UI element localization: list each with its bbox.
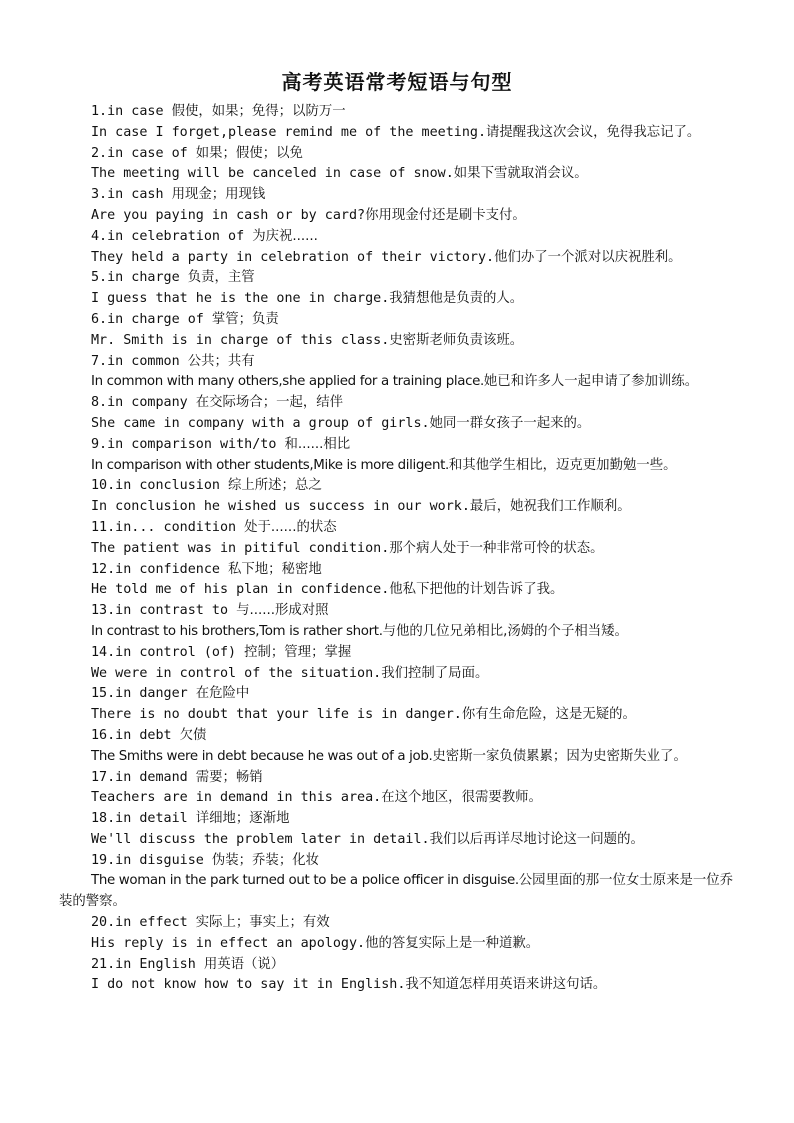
- phrase-line: [59, 310, 739, 331]
- example-english: In conclusion he wished us success in our work.: [91, 499, 470, 515]
- example-sentence: [59, 497, 739, 518]
- page-title: 高考英语常考短语与句型: [281, 70, 513, 94]
- phrase-line: [59, 809, 739, 830]
- phrase-line: [59, 435, 739, 456]
- example-english: The patient was in pitiful condition.: [91, 540, 390, 556]
- phrase-entry: [59, 393, 739, 435]
- phrase-term: 14.in control (of): [91, 644, 237, 660]
- example-chinese: 我猜想他是负责的人。: [389, 291, 524, 307]
- phrase-entry: [59, 352, 739, 394]
- example-chinese: 她同一群女孩子一起来的。: [429, 415, 591, 431]
- example-sentence: [59, 372, 739, 393]
- phrase-term: 1.in case: [91, 104, 164, 119]
- example-chinese: 我不知道怎样用英语来讲这句话。: [405, 977, 607, 993]
- phrase-meaning: 为庆祝......: [252, 228, 318, 244]
- phrase-term: 4.in celebration of: [91, 228, 245, 244]
- phrase-line: [59, 643, 739, 664]
- example-sentence: [59, 934, 739, 955]
- example-english: In contrast to his brothers,Tom is rather short.: [91, 623, 383, 639]
- phrase-entry: [59, 809, 739, 851]
- example-chinese: 最后，她祝我们工作顺利。: [469, 499, 631, 515]
- example-chinese: 史密斯老师负责该班。: [389, 332, 524, 348]
- example-english: Teachers are in demand in this area.: [91, 790, 382, 806]
- example-english: In common with many others,she applied for a training place.: [91, 374, 484, 390]
- phrase-term: 20.in effect: [91, 915, 188, 931]
- example-english: His reply is in effect an apology.: [91, 935, 366, 951]
- phrase-meaning: 假使，如果；免得；以防万一: [171, 104, 346, 119]
- phrase-line: [59, 560, 739, 581]
- example-sentence: [59, 331, 739, 352]
- example-sentence: [59, 664, 739, 685]
- phrase-line: [59, 684, 739, 705]
- example-english: The Smiths were in debt because he was out of a job.: [91, 748, 433, 764]
- phrase-meaning: 与......形成对照: [236, 603, 329, 619]
- phrase-line: [59, 144, 739, 165]
- example-english: The meeting will be canceled in case of snow.: [91, 166, 454, 182]
- phrase-line: [59, 601, 739, 622]
- phrase-meaning: 欠债: [179, 727, 207, 743]
- phrase-entry: [59, 227, 739, 269]
- phrase-entry: [59, 102, 739, 144]
- phrase-entry: [59, 560, 739, 602]
- phrase-line: [59, 518, 739, 539]
- example-english: In comparison with other students,Mike is more diligent.: [91, 457, 449, 473]
- example-chinese: 史密斯一家负债累累；因为史密斯失业了。: [432, 748, 687, 764]
- example-chinese: 和其他学生相比，迈克更加勤勉一些。: [448, 457, 677, 473]
- phrase-meaning: 详细地；逐渐地: [195, 811, 290, 827]
- example-chinese: 他们办了一个派对以庆祝胜利。: [494, 249, 682, 265]
- phrase-term: 6.in charge of: [91, 311, 204, 327]
- phrase-entry: [59, 310, 739, 352]
- phrase-term: 9.in comparison with/to: [91, 436, 277, 452]
- phrase-term: 3.in cash: [91, 187, 164, 203]
- phrase-term: 2.in case of: [91, 145, 188, 161]
- phrase-entry: [59, 726, 739, 768]
- phrase-term: 17.in demand: [91, 769, 188, 785]
- phrase-entry: [59, 684, 739, 726]
- example-sentence: [59, 289, 739, 310]
- phrase-meaning: 掌管；负责: [211, 311, 279, 327]
- example-chinese: 他私下把他的计划告诉了我。: [389, 582, 564, 598]
- phrase-meaning: 需要；畅销: [195, 769, 263, 785]
- example-chinese: 她已和许多人一起申请了参加训练。: [483, 374, 699, 390]
- phrase-term: 16.in debt: [91, 727, 172, 743]
- example-english: In case I forget,please remind me of the meeting.: [91, 124, 487, 140]
- example-sentence: [59, 622, 739, 643]
- example-sentence: [59, 788, 739, 809]
- phrase-line: [59, 268, 739, 289]
- phrase-entry: [59, 268, 739, 310]
- phrase-meaning: 在危险中: [195, 686, 250, 702]
- example-english: She came in company with a group of girls.: [91, 415, 430, 431]
- example-sentence: [59, 830, 739, 851]
- phrase-meaning: 在交际场合；一起，结伴: [195, 395, 344, 411]
- example-english: We'll discuss the problem later in detail.: [91, 831, 430, 847]
- example-sentence: [59, 164, 739, 185]
- example-chinese: 在这个地区，很需要教师。: [381, 790, 542, 806]
- example-chinese: 你用现金付还是刷卡支付。: [365, 207, 526, 223]
- phrase-term: 12.in confidence: [91, 561, 220, 577]
- example-chinese: 你有生命危险，这是无疑的。: [461, 707, 636, 723]
- example-english: We were in control of the situation.: [91, 665, 382, 681]
- phrase-line: [59, 476, 739, 497]
- example-sentence: [59, 206, 739, 227]
- phrase-line: [59, 913, 739, 934]
- phrase-entry: [59, 768, 739, 810]
- phrase-line: [59, 393, 739, 414]
- phrase-line: [59, 352, 739, 373]
- phrase-line: [59, 185, 739, 206]
- example-sentence: [59, 705, 739, 726]
- example-sentence: [59, 580, 739, 601]
- phrase-entry: [59, 851, 739, 913]
- example-english: There is no doubt that your life is in danger.: [91, 707, 462, 723]
- phrase-line: [59, 102, 739, 123]
- example-english: I guess that he is the one in charge.: [91, 291, 390, 307]
- phrase-entry: [59, 435, 739, 477]
- example-sentence: [59, 123, 739, 144]
- phrase-meaning: 负责，主管: [187, 270, 255, 286]
- phrase-term: 10.in conclusion: [91, 478, 220, 494]
- phrase-meaning: 用现金；用现钱: [171, 187, 266, 203]
- phrase-term: 19.in disguise: [91, 852, 204, 868]
- example-chinese: 我们以后再详尽地讨论这一问题的。: [429, 831, 644, 847]
- phrase-meaning: 用英语（说）: [203, 956, 285, 972]
- example-chinese: 公园里面的那一位女士原来是一位乔装的警察。: [59, 873, 734, 910]
- phrase-entry: [59, 643, 739, 685]
- phrase-line: [59, 227, 739, 248]
- phrase-term: 15.in danger: [91, 686, 188, 702]
- example-chinese: 如果下雪就取消会议。: [453, 166, 588, 182]
- example-chinese: 与他的几位兄弟相比,汤姆的个子相当矮。: [382, 623, 628, 639]
- phrase-term: 21.in English: [91, 956, 196, 972]
- phrase-term: 7.in common: [91, 353, 180, 369]
- phrase-entry: [59, 476, 739, 518]
- example-english: Mr. Smith is in charge of this class.: [91, 332, 390, 348]
- phrase-term: 13.in contrast to: [91, 603, 229, 619]
- phrase-meaning: 如果；假使；以免: [195, 145, 303, 161]
- example-english: They held a party in celebration of their victory.: [91, 249, 495, 265]
- example-english: The woman in the park turned out to be a police officer in disguise.: [91, 873, 519, 889]
- phrase-entry: [59, 185, 739, 227]
- example-sentence: [59, 539, 739, 560]
- example-english: I do not know how to say it in English.: [91, 977, 406, 993]
- phrase-entry: [59, 601, 739, 643]
- example-sentence: [59, 747, 739, 768]
- example-english: Are you paying in cash or by card?: [91, 207, 366, 223]
- example-chinese: 那个病人处于一种非常可怜的状态。: [389, 540, 604, 556]
- example-english: He told me of his plan in confidence.: [91, 582, 390, 598]
- example-sentence: [59, 456, 739, 477]
- example-chinese: 请提醒我这次会议，免得我忘记了。: [486, 124, 701, 140]
- phrase-meaning: 公共；共有: [187, 353, 255, 369]
- example-sentence: [59, 975, 739, 996]
- phrase-meaning: 和......相比: [284, 436, 351, 452]
- phrase-meaning: 控制；管理；掌握: [244, 644, 352, 660]
- phrase-line: [59, 955, 739, 976]
- phrase-line: [59, 726, 739, 747]
- example-chinese: 他的答复实际上是一种道歉。: [365, 935, 540, 951]
- phrase-term: 11.in... condition: [91, 519, 237, 535]
- phrase-term: 18.in detail: [91, 811, 188, 827]
- phrase-entry: [59, 955, 739, 997]
- example-sentence: [59, 871, 739, 913]
- example-chinese: 我们控制了局面。: [381, 665, 489, 681]
- phrase-meaning: 处于......的状态: [244, 519, 337, 535]
- phrase-meaning: 私下地；秘密地: [228, 561, 322, 577]
- phrase-line: [59, 768, 739, 789]
- phrase-entry: [59, 144, 739, 186]
- phrase-term: 8.in company: [91, 395, 188, 411]
- phrase-meaning: 实际上；事实上；有效: [195, 915, 330, 931]
- phrase-meaning: 综上所述；总之: [228, 478, 322, 494]
- phrase-meaning: 伪装；乔装；化妆: [211, 852, 319, 868]
- example-sentence: [59, 414, 739, 435]
- phrase-line: [59, 851, 739, 872]
- example-sentence: [59, 248, 739, 269]
- phrase-term: 5.in charge: [91, 270, 180, 286]
- phrase-entry: [59, 913, 739, 955]
- phrase-list: [59, 102, 739, 996]
- phrase-entry: [59, 518, 739, 560]
